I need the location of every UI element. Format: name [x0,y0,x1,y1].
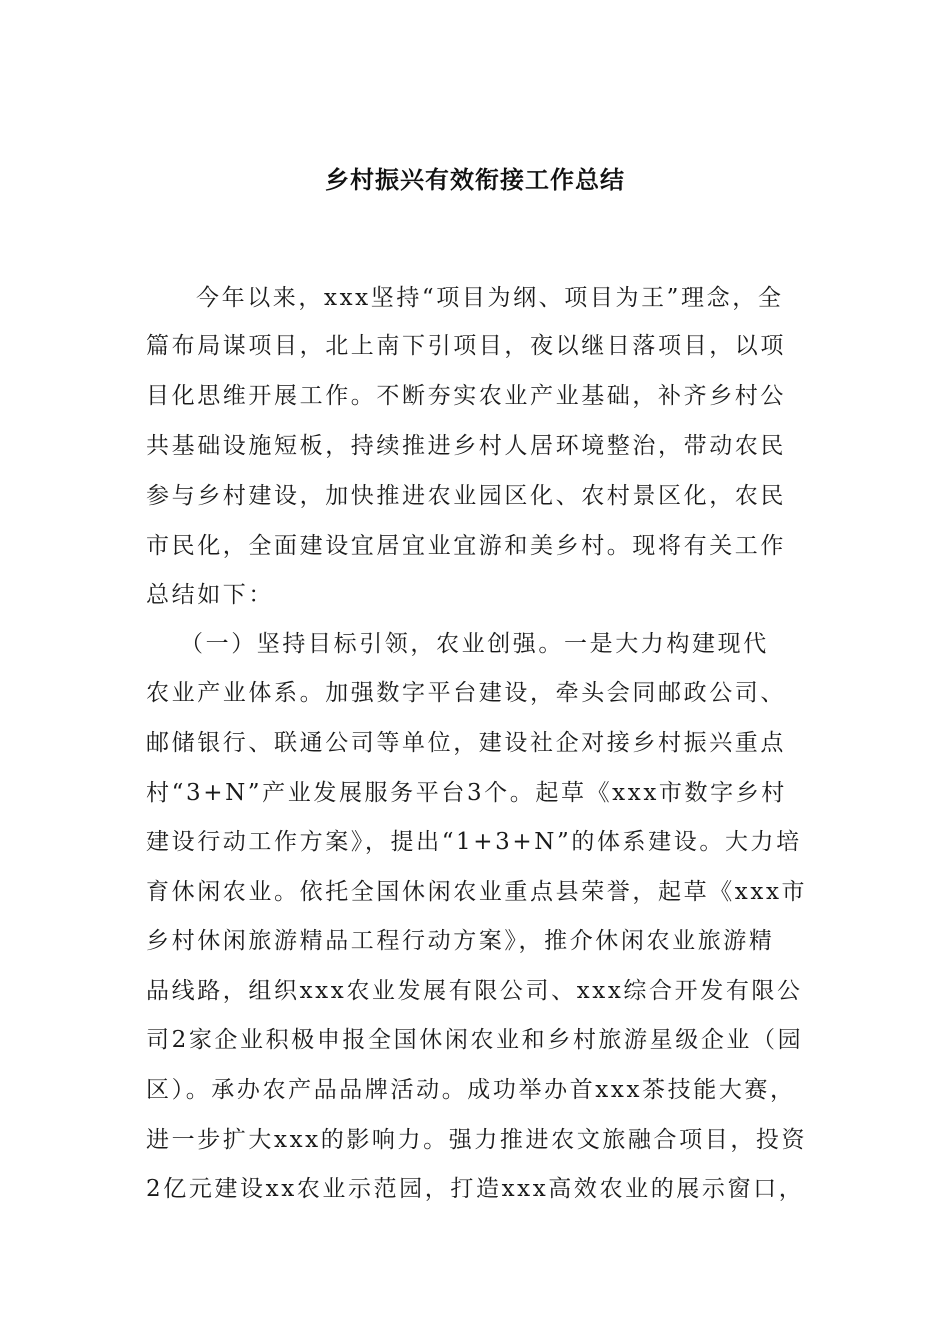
body-line: 乡村休闲旅游精品工程行动方案》，推介休闲农业旅游精 [146,928,775,954]
body-line: 村“3+N”产业发展服务平台3个。起草《xxx市数字乡村 [146,780,787,806]
body-line: 篇布局谋项目，北上南下引项目，夜以继日落项目，以项 [146,333,786,359]
body-line: 总结如下： [146,582,274,608]
body-line: 品线路，组织xxx农业发展有限公司、xxx综合开发有限公 [146,978,803,1004]
body-line: 进一步扩大xxx的影响力。强力推进农文旅融合项目，投资 [146,1127,808,1153]
body-line: 目化思维开展工作。不断夯实农业产业基础，补齐乡村公 [146,383,786,409]
body-line: 农业产业体系。加强数字平台建设，牵头会同邮政公司、 [146,680,786,706]
body-line: 区）。承办农产品品牌活动。成功举办首xxx茶技能大赛， [146,1077,796,1103]
body-line: 司2家企业积极申报全国休闲农业和乡村旅游星级企业（园 [146,1027,804,1053]
body-line: 邮储银行、联通公司等单位，建设社企对接乡村振兴重点 [146,730,786,756]
body-line: （一）坚持目标引领，农业创强。一是大力构建现代 [180,631,769,657]
document-title: 乡村振兴有效衔接工作总结 [325,166,625,194]
body-line: 育休闲农业。依托全国休闲农业重点县荣誉，起草《xxx市 [146,879,808,905]
body-line: 今年以来，xxx坚持“项目为纲、项目为王”理念，全 [196,285,784,311]
body-line: 2亿元建设xx农业示范园，打造xxx高效农业的展示窗口， [146,1176,805,1202]
body-line: 参与乡村建设，加快推进农业园区化、农村景区化，农民 [146,483,786,509]
body-line: 建设行动工作方案》，提出“1+3+N”的体系建设。大力培 [146,829,802,855]
body-line: 市民化，全面建设宜居宜业宜游和美乡村。现将有关工作 [146,533,786,559]
body-line: 共基础设施短板，持续推进乡村人居环境整治，带动农民 [146,433,786,459]
